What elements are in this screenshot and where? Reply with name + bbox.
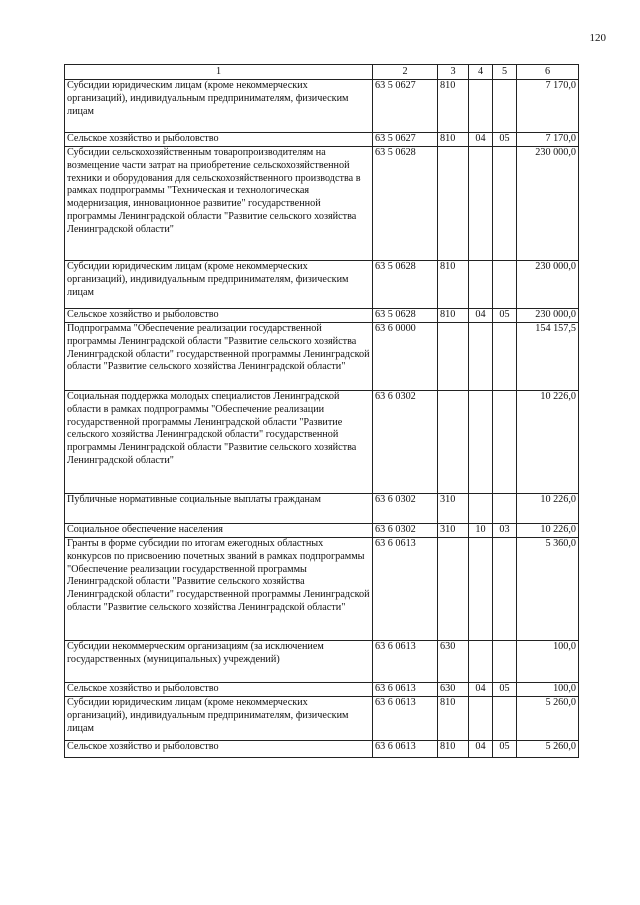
row-name: Субсидии сельскохозяйственным товаропроизводителям на возмещение части затрат на приобретение сельскохозяйственной техники и оборудования для сельскохозяйственного производства в рамках подпрограммы "Техническая и технологическая модернизация, инновационное развитие" государственной программы Ленинградской области "Развитие сельского хозяйства Ленинградской области"	[65, 147, 373, 261]
row-pr	[493, 641, 517, 683]
row-vr: 310	[438, 494, 469, 524]
budget-table	[64, 64, 579, 758]
row-sum: 230 000,0	[517, 261, 579, 309]
table-row	[65, 641, 579, 683]
row-code: 63 6 0000	[373, 323, 438, 391]
row-vr: 310	[438, 524, 469, 538]
row-pr: 05	[493, 741, 517, 758]
row-vr: 810	[438, 133, 469, 147]
column-header-sum: 6	[517, 65, 579, 80]
table-row	[65, 494, 579, 524]
row-pr	[493, 391, 517, 494]
row-rz: 10	[469, 524, 493, 538]
row-name: Субсидии юридическим лицам (кроме некоммерческих организаций), индивидуальным предпринимателям, физическим лицам	[65, 261, 373, 309]
row-vr	[438, 538, 469, 641]
row-name: Субсидии юридическим лицам (кроме некоммерческих организаций), индивидуальным предпринимателям, физическим лицам	[65, 80, 373, 133]
column-header-name: 1	[65, 65, 373, 80]
page-number: 120	[589, 32, 606, 44]
row-pr: 05	[493, 309, 517, 323]
row-rz: 04	[469, 741, 493, 758]
row-rz	[469, 641, 493, 683]
row-rz	[469, 80, 493, 133]
table-row	[65, 80, 579, 133]
row-vr: 810	[438, 697, 469, 741]
row-pr	[493, 697, 517, 741]
row-code: 63 6 0302	[373, 391, 438, 494]
row-rz	[469, 538, 493, 641]
row-name: Сельское хозяйство и рыболовство	[65, 741, 373, 758]
row-code: 63 5 0628	[373, 309, 438, 323]
row-rz	[469, 391, 493, 494]
table-row	[65, 323, 579, 391]
table-row	[65, 538, 579, 641]
row-name: Сельское хозяйство и рыболовство	[65, 133, 373, 147]
row-pr	[493, 494, 517, 524]
row-pr: 05	[493, 683, 517, 697]
row-name: Социальное обеспечение населения	[65, 524, 373, 538]
table-row	[65, 309, 579, 323]
row-name: Субсидии юридическим лицам (кроме некоммерческих организаций), индивидуальным предпринимателям, физическим лицам	[65, 697, 373, 741]
row-pr	[493, 323, 517, 391]
row-vr	[438, 391, 469, 494]
row-code: 63 6 0613	[373, 741, 438, 758]
row-vr: 810	[438, 261, 469, 309]
table-row	[65, 261, 579, 309]
row-pr: 05	[493, 133, 517, 147]
row-sum: 5 260,0	[517, 741, 579, 758]
row-code: 63 6 0613	[373, 683, 438, 697]
row-code: 63 5 0628	[373, 147, 438, 261]
row-pr	[493, 80, 517, 133]
row-code: 63 6 0302	[373, 524, 438, 538]
row-pr: 03	[493, 524, 517, 538]
row-pr	[493, 147, 517, 261]
row-vr: 630	[438, 683, 469, 697]
table-row	[65, 741, 579, 758]
row-pr	[493, 538, 517, 641]
row-rz	[469, 697, 493, 741]
table-row	[65, 391, 579, 494]
table-row	[65, 524, 579, 538]
row-rz: 04	[469, 133, 493, 147]
row-name: Социальная поддержка молодых специалистов Ленинградской области в рамках подпрограммы "Обеспечение реализации государственной программы Ленинградской области "Развитие сельского хозяйства Ленинградской области" государственной программы Ленинградской области "Развитие сельского хозяйства Ленинградской области"	[65, 391, 373, 494]
row-code: 63 5 0627	[373, 133, 438, 147]
row-code: 63 6 0613	[373, 538, 438, 641]
row-sum: 154 157,5	[517, 323, 579, 391]
row-name: Сельское хозяйство и рыболовство	[65, 683, 373, 697]
column-header-code: 2	[373, 65, 438, 80]
row-rz: 04	[469, 683, 493, 697]
row-sum: 10 226,0	[517, 524, 579, 538]
table-row	[65, 133, 579, 147]
row-vr: 810	[438, 80, 469, 133]
row-vr: 810	[438, 741, 469, 758]
row-sum: 230 000,0	[517, 147, 579, 261]
row-sum: 5 260,0	[517, 697, 579, 741]
table-header-row	[65, 65, 579, 80]
row-sum: 5 360,0	[517, 538, 579, 641]
row-rz	[469, 261, 493, 309]
row-rz	[469, 147, 493, 261]
column-header-vr: 3	[438, 65, 469, 80]
row-name: Сельское хозяйство и рыболовство	[65, 309, 373, 323]
row-sum: 230 000,0	[517, 309, 579, 323]
row-vr	[438, 323, 469, 391]
row-name: Публичные нормативные социальные выплаты гражданам	[65, 494, 373, 524]
table-row	[65, 697, 579, 741]
row-vr: 810	[438, 309, 469, 323]
row-sum: 10 226,0	[517, 494, 579, 524]
row-name: Подпрограмма "Обеспечение реализации государственной программы Ленинградской области "Развитие сельского хозяйства Ленинградской области" государственной программы Ленинградской области "Развитие сельского хозяйства Ленинградской области"	[65, 323, 373, 391]
row-sum: 7 170,0	[517, 133, 579, 147]
row-sum: 10 226,0	[517, 391, 579, 494]
column-header-rz: 4	[469, 65, 493, 80]
table-row	[65, 683, 579, 697]
row-code: 63 6 0302	[373, 494, 438, 524]
row-rz: 04	[469, 309, 493, 323]
row-vr	[438, 147, 469, 261]
row-code: 63 5 0628	[373, 261, 438, 309]
row-pr	[493, 261, 517, 309]
row-sum: 100,0	[517, 641, 579, 683]
row-rz	[469, 494, 493, 524]
row-code: 63 5 0627	[373, 80, 438, 133]
row-name: Субсидии некоммерческим организациям (за исключением государственных (муниципальных) учреждений)	[65, 641, 373, 683]
table-row	[65, 147, 579, 261]
row-code: 63 6 0613	[373, 697, 438, 741]
row-rz	[469, 323, 493, 391]
row-code: 63 6 0613	[373, 641, 438, 683]
row-vr: 630	[438, 641, 469, 683]
column-header-pr: 5	[493, 65, 517, 80]
row-sum: 100,0	[517, 683, 579, 697]
row-sum: 7 170,0	[517, 80, 579, 133]
row-name: Гранты в форме субсидии по итогам ежегодных областных конкурсов по присвоению почетных званий в рамках подпрограммы "Обеспечение реализации государственной программы Ленинградской области "Развитие сельского хозяйства Ленинградской области" государственной программы Ленинградской области "Развитие сельского хозяйства Ленинградской области"	[65, 538, 373, 641]
